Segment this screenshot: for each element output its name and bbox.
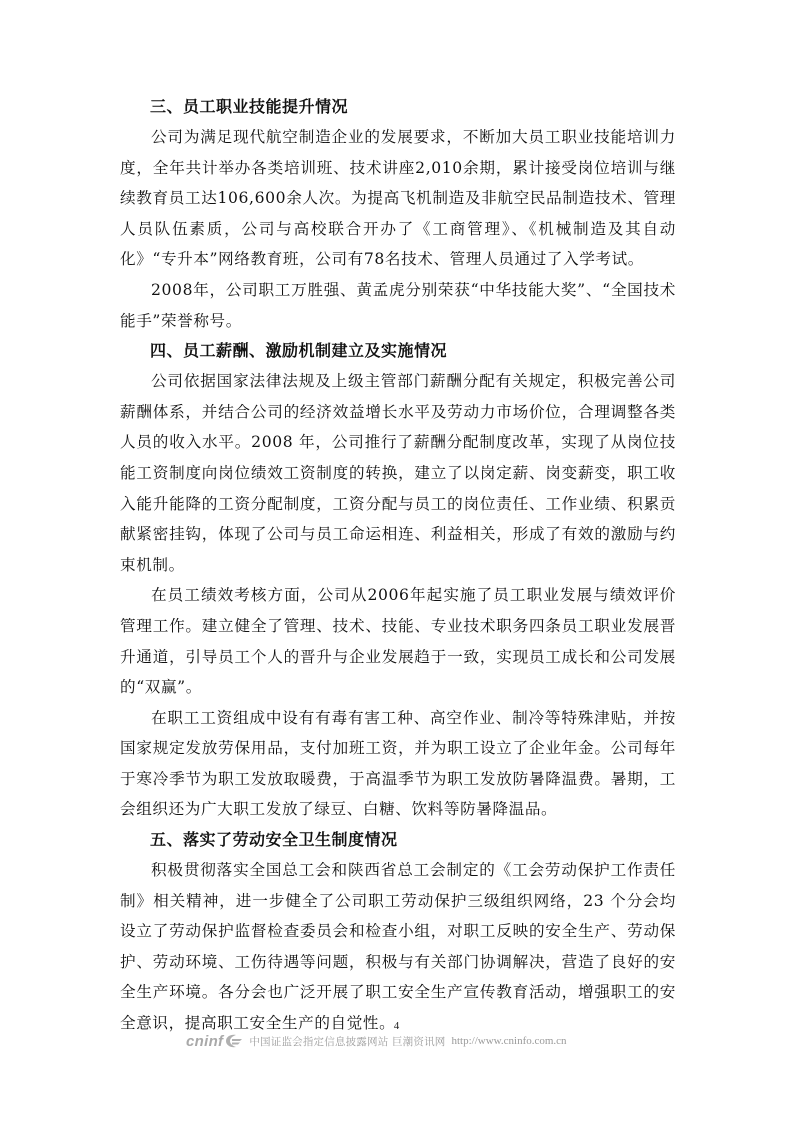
paragraph: 2008年，公司职工万胜强、黄孟虎分别荣获“中华技能大奖”、“全国技术能手”荣誉称号。 <box>120 280 676 330</box>
footer-url: http://www.cninfo.com.cn <box>451 1035 567 1047</box>
page-number: 4 <box>393 1020 400 1032</box>
paragraph: 积极贯彻落实全国总工会和陕西省总工会制定的《工会劳动保护工作责任制》相关精神，进一步健全了公司职工劳动保护三级组织网络，23 个分会均设立了劳动保护监督检查委员会和检查小组，对职工反映的安全生产、劳动保护、劳动环境、工伤待遇等问题，积极与有关部门协调解决，营造了良好的安全生产环境。各分会也广泛开展了职工安全生产宣传教育活动，增强职工的安全意识，提高职工安全生产的自觉性。 <box>120 861 676 1033</box>
section-heading: 五、落实了劳动安全卫生制度情况 <box>150 830 398 850</box>
cninfo-logo-icon <box>225 1033 243 1049</box>
paragraph: 在职工工资组成中设有有毒有害工种、高空作业、制冷等特殊津贴，并按国家规定发放劳保用品，支付加班工资，并为职工设立了企业年金。公司每年于寒冷季节为职工发放取暖费，于高温季节为职工发放防暑降温费。暑期，工会组织还为广大职工发放了绿豆、白糖、饮料等防暑降温品。 <box>120 708 676 819</box>
document-body <box>120 92 676 1039</box>
footer-site-name: 中国证监会指定信息披露网站 巨潮资讯网 <box>249 1035 446 1048</box>
section-4 <box>120 336 676 825</box>
paragraph: 在员工绩效考核方面，公司从2006年起实施了员工职业发展与绩效评价管理工作。建立健全了管理、技术、技能、专业技术职务四条员工职业发展晋升通道，引导员工个人的晋升与企业发展趋于一致，实现员工成长和公司发展的“双赢”。 <box>120 586 676 697</box>
section-5 <box>120 825 676 1039</box>
footer-watermark <box>186 1030 567 1052</box>
section-3 <box>120 92 676 336</box>
section-heading: 三、员工职业技能提升情况 <box>150 97 349 116</box>
section-heading: 四、员工薪酬、激励机制建立及实施情况 <box>150 341 448 361</box>
paragraph: 公司为满足现代航空制造企业的发展要求，不断加大员工职业技能培训力度，全年共计举办各类培训班、技术讲座2,010余期，累计接受岗位培训与继续教育员工达106,600余人次。为提高飞机制造及非航空民品制造技术、管理人员队伍素质，公司与高校联合开办了《工商管理》、《机械制造及其自动化》“专升本”网络教育班，公司有78名技术、管理人员通过了入学考试。 <box>120 128 676 269</box>
footer-logo-text: cninf <box>186 1032 224 1050</box>
paragraph: 公司依据国家法律法规及上级主管部门薪酬分配有关规定，积极完善公司薪酬体系，并结合公司的经济效益增长水平及劳动力市场价位，合理调整各类人员的收入水平。2008 年，公司推行了薪酬分配制度改革，实现了从岗位技能工资制度向岗位绩效工资制度的转换，建立了以岗定薪、岗变薪变，职工收入能升能降的工资分配制度，工资分配与员工的岗位责任、工作业绩、积累贡献紧密挂钩，体现了公司与员工命运相连、利益相关，形成了有效的激励与约束机制。 <box>120 372 676 574</box>
